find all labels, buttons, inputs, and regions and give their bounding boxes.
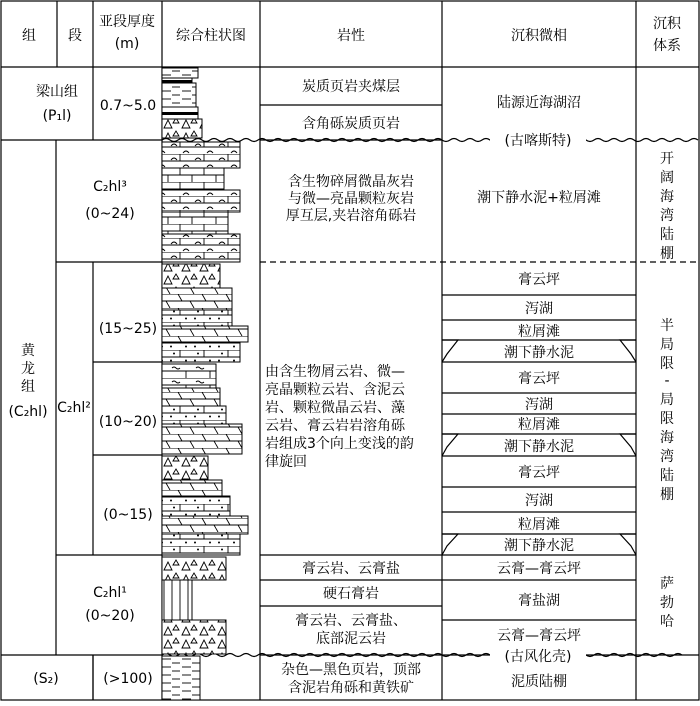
huanglong-name-2: 龙 — [21, 361, 35, 377]
header-microfacies: 沉积微相 — [511, 28, 567, 44]
grainy-dolomite-3 — [162, 496, 230, 516]
dolomite-5 — [162, 480, 222, 496]
member3-system-char: 棚 — [660, 246, 674, 262]
facies-label: 云膏—膏云坪 — [497, 628, 581, 644]
member2-thickness-lower: (0~15) — [103, 507, 153, 523]
member2-lith-line: 岩组成3个向上变浅的韵 — [265, 436, 414, 452]
member3-system-char: 开 — [660, 151, 674, 167]
member2-code: C₂hl² — [57, 400, 91, 416]
liangshan-code: (P₁l) — [42, 108, 72, 124]
member1-lith-line: 硬石膏岩 — [323, 586, 379, 602]
bioclastic-limestone-1 — [162, 142, 240, 168]
dolomite-1 — [162, 288, 232, 310]
member2-system-char: 局 — [660, 337, 674, 353]
facies-label: 潮下静水泥 — [504, 538, 574, 554]
grainy-dolomite-2 — [162, 406, 226, 424]
member1-thickness: (0~20) — [85, 608, 135, 624]
facies-label: 潮下静水泥 — [504, 439, 574, 455]
base-formation — [33, 661, 567, 696]
member1-lith-line: 膏云岩、云膏盐、 — [295, 613, 407, 629]
huanglong-code: (C₂hl) — [8, 404, 48, 420]
grainy-dolomite-1 — [162, 310, 232, 326]
member1-code: C₂hl¹ — [93, 585, 127, 601]
lithology-column — [162, 68, 248, 700]
liangshan-lith-upper: 炭质页岩夹煤层 — [302, 79, 400, 95]
member1-system-char: 勃 — [660, 595, 674, 611]
liangshan-name: 梁山组 — [36, 84, 78, 100]
dolomite-7 — [162, 534, 240, 555]
gypsum-breccia-3 — [162, 456, 208, 480]
member2-system-char: 局 — [660, 392, 674, 408]
member3-system-char: 陆 — [660, 227, 674, 243]
liangshan-thickness: 0.7~5.0 — [99, 98, 157, 114]
member1-lith-line: 膏云岩、云膏盐 — [302, 561, 400, 577]
header-row — [22, 13, 682, 54]
member3-lith-line: 含生物碎屑微晶灰岩 — [288, 174, 414, 190]
header-thickness: 亚段厚度 — [99, 14, 155, 30]
base-facies: 泥质陆棚 — [511, 674, 567, 690]
member3-lithology — [286, 173, 416, 224]
member2-system-char: 限 — [660, 356, 674, 372]
header-column: 综合柱状图 — [176, 28, 246, 44]
member1-lithology — [295, 560, 407, 647]
header-group: 组 — [22, 28, 36, 44]
coal-seam-lower — [162, 107, 198, 119]
member3-system — [660, 151, 674, 262]
header-system: 沉积 — [653, 16, 681, 32]
facies-label: 膏云坪 — [518, 371, 560, 387]
facies-label: 泻湖 — [525, 397, 553, 413]
member2-system-char: 半 — [660, 318, 674, 334]
gypsum-dolomite-2 — [162, 364, 216, 388]
header-thickness-unit: (m) — [114, 36, 140, 52]
member2-lith-line: 由含生物屑云岩、微— — [265, 364, 405, 380]
member2-system-char: 限 — [660, 411, 674, 427]
dolomite-3 — [162, 388, 220, 406]
unconformity-upper-label: (古喀斯特) — [504, 133, 572, 149]
member1-system-char: 萨 — [660, 576, 674, 592]
dolomite-2 — [162, 342, 240, 362]
member3-lith-line: 与微—亮晶颗粒灰岩 — [288, 191, 414, 207]
member2-lith-line: 云岩、膏云岩岩溶角砾 — [265, 418, 405, 434]
member2-lith-line: 律旋回 — [265, 454, 307, 470]
member2-system-char: 海 — [660, 430, 674, 446]
gypsum-breccia-1 — [162, 264, 220, 288]
member2-thickness-upper: (15~25) — [98, 321, 158, 337]
member2-system-char: - — [664, 373, 670, 389]
member2-lithology — [265, 363, 414, 470]
facies-label: 粒屑滩 — [518, 517, 560, 533]
member1-facies — [497, 561, 581, 644]
breccia-shale-layer — [162, 119, 202, 138]
header-system-2: 体系 — [653, 38, 681, 54]
member3-system-char: 阔 — [660, 170, 674, 186]
huanglong-name-1: 黄 — [21, 343, 35, 359]
liangshan-lith-lower: 含角砾炭质页岩 — [302, 116, 400, 132]
unconformity-lower-label: (古风化壳) — [504, 649, 572, 665]
algal-dolomite-1 — [162, 326, 248, 342]
facies-label: 云膏—膏云坪 — [497, 561, 581, 577]
huanglong-name-3: 组 — [21, 379, 35, 395]
member3-code: C₂hl³ — [93, 179, 127, 195]
carbonaceous-shale-layer — [162, 83, 196, 107]
header-lithology: 岩性 — [337, 28, 365, 44]
anhydrite-layer — [162, 580, 192, 620]
member2-system-char: 湾 — [660, 449, 674, 465]
unconformity-lines — [162, 139, 698, 657]
member2-thickness-middle: (10~20) — [98, 414, 158, 430]
bioclastic-limestone-2 — [162, 190, 240, 212]
member2-system-char: 棚 — [660, 487, 674, 503]
gypsum-dolomite-breccia — [162, 620, 226, 654]
facies-label: 潮下静水泥 — [504, 345, 574, 361]
facies-label: 泻湖 — [525, 493, 553, 509]
base-lith-line: 杂色—黑色页岩，顶部 — [281, 662, 421, 678]
member1-system-char: 哈 — [660, 614, 674, 630]
dolomite-6 — [162, 516, 248, 534]
member2-system-char: 陆 — [660, 468, 674, 484]
member3-facies: 潮下静水泥+粒屑滩 — [477, 190, 601, 206]
base-code: (S₂) — [33, 671, 59, 687]
gypsum-dolomite-layer — [162, 557, 226, 580]
member3-thickness: (0~24) — [85, 206, 135, 222]
shale-base — [162, 656, 200, 700]
member2-lith-line: 岩、颗粒微晶云岩、藻 — [265, 400, 405, 416]
facies-label: 粒屑滩 — [518, 324, 560, 340]
member1-system — [660, 575, 674, 630]
facies-label: 膏云坪 — [518, 272, 560, 288]
micritic-limestone-2 — [162, 212, 228, 234]
micritic-limestone-1 — [162, 168, 224, 190]
liangshan-facies: 陆源近海湖沼 — [497, 95, 581, 111]
header-member: 段 — [68, 28, 82, 44]
member2-system — [660, 317, 674, 503]
coal-shale-layer — [162, 68, 198, 78]
member3-system-char: 湾 — [660, 208, 674, 224]
facies-label: 膏盐湖 — [518, 593, 560, 609]
member2-lith-line: 亮晶颗粒云岩、含泥云 — [265, 382, 405, 398]
member1-lith-line: 底部泥云岩 — [316, 631, 386, 647]
facies-label: 粒屑滩 — [518, 417, 560, 433]
member3-lith-line: 厚互层,夹岩溶角砾岩 — [285, 208, 417, 224]
facies-label: 膏云坪 — [518, 465, 560, 481]
base-lith-line: 含泥岩角砾和黄铁矿 — [288, 680, 414, 696]
huanglong-group — [8, 151, 674, 647]
coal-seam — [162, 78, 192, 83]
member3-system-char: 海 — [660, 189, 674, 205]
base-thickness: (>100) — [103, 671, 153, 687]
bioclastic-limestone-3 — [162, 234, 240, 262]
facies-label: 泻湖 — [525, 301, 553, 317]
dolomite-4 — [162, 424, 242, 454]
